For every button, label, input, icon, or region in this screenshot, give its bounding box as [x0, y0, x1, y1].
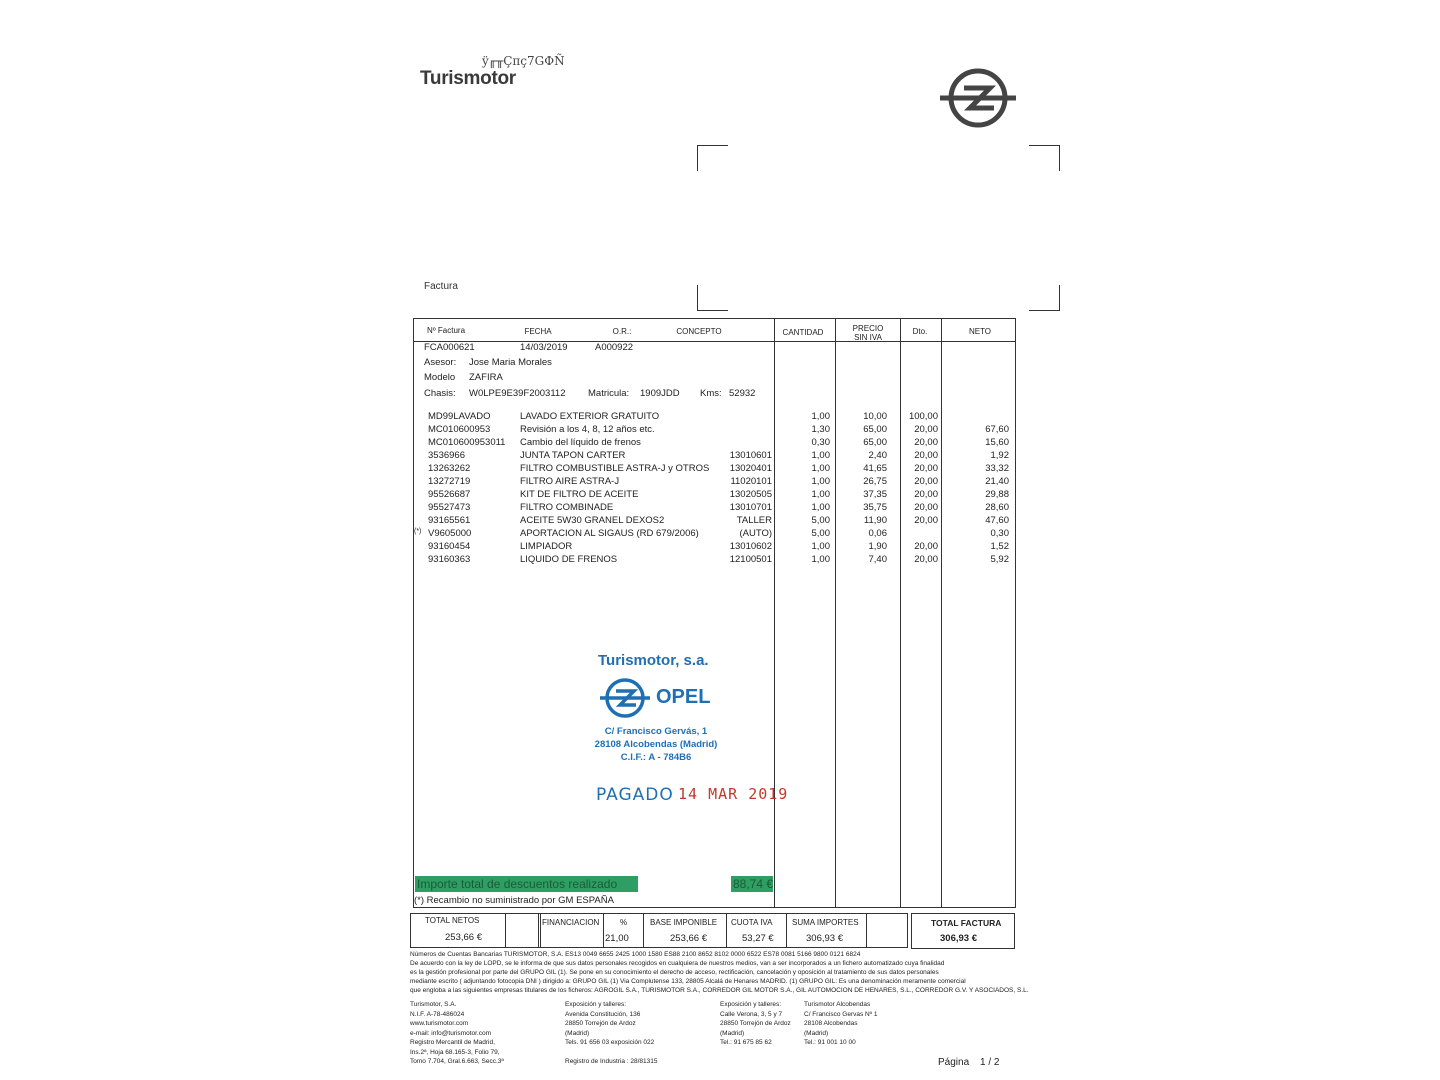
line-qty: 1,00	[811, 411, 830, 422]
line-item-row	[0, 411, 1440, 424]
header-cantidad: CANTIDAD	[782, 328, 824, 337]
line-neto: 1,92	[990, 450, 1009, 461]
kms-value: 52932	[729, 388, 756, 399]
footer-line	[565, 1048, 658, 1058]
address-corner-tr	[1029, 145, 1060, 171]
line-item-row	[0, 437, 1440, 450]
legal-line-5: que engloba a las siguientes empresas titulares de los ficheros: AGROGIL S.A., TURISMOTOR S.A., CORREDOR GIL MOTOR S.A., GIL AUTOMOCION DE HENARES, S.L., CORREDOR G.V. Y ASOCIADOS, S.L.	[410, 987, 1029, 994]
page-number: 1 / 2	[980, 1057, 1000, 1068]
line-code: V9605000	[428, 528, 472, 539]
line-price: 10,00	[863, 411, 887, 422]
page-label: Página	[938, 1057, 970, 1068]
cuota-value: 53,27 €	[742, 933, 774, 944]
modelo-value: ZAFIRA	[469, 372, 503, 383]
header-num-factura: Nº Factura	[426, 326, 466, 335]
line-code: 13263262	[428, 463, 471, 474]
line-item-row	[0, 554, 1440, 567]
kms-label: Kms:	[700, 388, 722, 399]
header-neto: NETO	[968, 327, 992, 336]
line-qty: 1,00	[811, 450, 830, 461]
line-price: 65,00	[863, 437, 887, 448]
suma-label: SUMA IMPORTES	[792, 918, 859, 927]
legal-line-2: De acuerdo con la ley de LOPD, se le informa de que sus datos personales recogidos en cualquiera de nuestros medios, van a ser incorporados a un fichero automatizado cuya finalidad	[410, 960, 945, 967]
line-desc: Revisión a los 4, 8, 12 años etc.	[520, 424, 655, 435]
line-qty: 5,00	[811, 515, 830, 526]
line-desc: LAVADO EXTERIOR GRATUITO	[520, 411, 660, 422]
pct-label: %	[620, 918, 628, 927]
line-desc: ACEITE 5W30 GRANEL DEXOS2	[520, 515, 665, 526]
line-price: 65,00	[863, 424, 887, 435]
line-code: 95527473	[428, 502, 471, 513]
line-desc: KIT DE FILTRO DE ACEITE	[520, 489, 639, 500]
legal-line-3: es la gestión profesional por parte del GRUPO GIL (1). Se pone en su conocimiento el derecho de acceso, rectificación, cancelación y oposición al tratamiento de sus datos personales	[410, 969, 939, 976]
line-code: 3536966	[428, 450, 465, 461]
line-neto: 47,60	[985, 515, 1009, 526]
footer-line: Registro de Industria : 28/81315	[565, 1058, 658, 1065]
base-value: 253,66 €	[670, 933, 707, 944]
footer-alcobendas	[804, 1000, 878, 1048]
footer-line: e-mail: info@turismotor.com	[410, 1029, 492, 1037]
line-desc: APORTACION AL SIGAUS (RD 679/2006)	[520, 528, 699, 539]
opel-logo-icon	[938, 66, 1018, 130]
stamp-company: Turismotor, s.a.	[598, 652, 709, 669]
matricula-label: Matricula:	[588, 388, 630, 399]
line-code: MD99LAVADO	[428, 411, 491, 422]
line-neto: 21,40	[985, 476, 1009, 487]
base-label: BASE IMPONIBLE	[650, 918, 718, 927]
line-qty: 1,00	[811, 554, 830, 565]
discount-value: 88,74 €	[733, 877, 774, 891]
paid-stamp: PAGADO	[596, 785, 674, 805]
line-desc: FILTRO COMBUSTIBLE ASTRA-J y OTROS	[520, 463, 710, 474]
stamp-cif: C.I.F.: A - 784B6	[620, 752, 692, 763]
line-price: 26,75	[863, 476, 887, 487]
line-dto: 20,00	[914, 437, 938, 448]
line-price: 37,35	[863, 489, 887, 500]
line-dto: 20,00	[914, 489, 938, 500]
footer-torrejon-2	[720, 1000, 791, 1048]
line-desc: JUNTA TAPON CARTER	[520, 450, 626, 461]
stamp-address-1: C/ Francisco Gervás, 1	[604, 726, 708, 737]
footer-line: Exposición y talleres:	[720, 1001, 782, 1008]
line-item-row	[0, 528, 1440, 541]
footnote: (*) Recambio no suministrado por GM ESPAÑA	[414, 895, 614, 906]
matricula-value: 1909JDD	[640, 388, 680, 399]
line-code: 95526687	[428, 489, 471, 500]
garbled-text: ÿ╓╥Çπç7GΦÑ	[482, 54, 565, 68]
suma-value: 306,93 €	[806, 933, 843, 944]
stamp-address-2: 28108 Alcobendas (Madrid)	[594, 739, 718, 750]
line-neto: 0,30	[990, 528, 1009, 539]
line-dto: 100,00	[908, 411, 938, 422]
cuota-label: CUOTA IVA	[731, 918, 773, 927]
line-neto: 15,60	[985, 437, 1009, 448]
header-precio: PRECIO SIN IVA	[852, 324, 884, 342]
line-ref: 13020401	[729, 463, 772, 474]
footer-torrejon-1	[565, 1000, 658, 1067]
line-price: 2,40	[868, 450, 887, 461]
footer-line: 28850 Torrejón de Ardoz	[565, 1020, 636, 1027]
footer-line: 28850 Torrejón de Ardoz	[720, 1020, 791, 1027]
footer-line: Turismotor, S.A.	[410, 1001, 457, 1008]
line-dto: 20,00	[914, 476, 938, 487]
footer-line: (Madrid)	[565, 1029, 590, 1037]
line-dto: 20,00	[914, 515, 938, 526]
line-desc: LIQUIDO DE FRENOS	[520, 554, 618, 565]
line-item-row	[0, 489, 1440, 502]
total-factura-label: TOTAL FACTURA	[931, 918, 1002, 928]
line-ref: 13010701	[729, 502, 772, 513]
asesor-value: Jose Maria Morales	[469, 357, 552, 368]
footer-line: Tel.: 91 675 85 62	[720, 1039, 772, 1046]
opel-stamp-logo-icon	[600, 676, 650, 720]
footer-line: Avenida Constitución, 136	[565, 1010, 641, 1018]
paid-date: 14 MAR 2019	[678, 785, 789, 803]
line-dto: 20,00	[914, 502, 938, 513]
line-item-row	[0, 541, 1440, 554]
chasis-label: Chasis:	[424, 388, 456, 399]
footer-line: www.turismotor.com	[410, 1020, 469, 1027]
legal-line-1: Números de Cuentas Bancarias TURISMOTOR, S.A. ES13 0049 6655 2425 1000 1580 ES88 2100 8652 8102 0000 6522 ES78 0081 5166 9800 0121 6824	[410, 951, 861, 958]
header-or: O.R.:	[612, 327, 632, 336]
line-price: 7,40	[868, 554, 887, 565]
line-desc: Cambio del líquido de frenos	[520, 437, 641, 448]
chasis-value: W0LPE9E39F2003112	[469, 388, 566, 399]
header-fecha: FECHA	[524, 327, 552, 336]
line-price: 41,65	[863, 463, 887, 474]
invoice-or: A000922	[595, 342, 634, 353]
asesor-label: Asesor:	[424, 357, 457, 368]
legal-line-4: mediante escrito ( adjuntando fotocopia DNI ) dirigido a: GRUPO GIL (1) Via Complutense 133, 28805 Alcalá de Henares MADRID. (1) GRUPO GIL: Es una denominación meramente comercial	[410, 978, 966, 985]
footer-line: Tomo 7.704, Gral.6.663, Secc.3ª	[410, 1058, 504, 1065]
line-qty: 1,00	[811, 489, 830, 500]
line-ref: TALLER	[736, 515, 772, 526]
line-neto: 29,88	[985, 489, 1009, 500]
line-item-row	[0, 476, 1440, 489]
line-neto: 67,60	[985, 424, 1009, 435]
stamp-brand: OPEL	[656, 686, 711, 708]
invoice-date: 14/03/2019	[520, 342, 568, 353]
line-qty: 1,30	[811, 424, 830, 435]
footer-line: (Madrid)	[720, 1029, 745, 1037]
total-netos-label: TOTAL NETOS	[425, 916, 480, 925]
line-neto: 33,32	[985, 463, 1009, 474]
line-code: 93165561	[428, 515, 471, 526]
line-ref: (AUTO)	[739, 528, 772, 539]
footer-line: C/ Francisco Gervas Nº 1	[804, 1010, 878, 1018]
total-factura-value: 306,93 €	[940, 933, 977, 944]
footer-line: (Madrid)	[804, 1029, 829, 1037]
line-dto: 20,00	[914, 450, 938, 461]
total-netos-value: 253,66 €	[445, 932, 482, 943]
header-dto: Dto.	[912, 327, 928, 336]
line-ref: 12100501	[729, 554, 772, 565]
footer-line: Tel.: 91 001 10 00	[804, 1039, 856, 1046]
line-item-row	[0, 515, 1440, 528]
document-label: Factura	[424, 281, 458, 292]
line-price: 11,90	[863, 515, 887, 526]
line-ref: 11020101	[730, 476, 772, 487]
line-qty: 1,00	[811, 476, 830, 487]
line-qty: 5,00	[811, 528, 830, 539]
address-corner-br	[1029, 285, 1060, 311]
line-code: 13272719	[428, 476, 471, 487]
line-dto: 20,00	[914, 424, 938, 435]
line-qty: 0,30	[811, 437, 830, 448]
address-corner-bl	[697, 285, 728, 311]
line-qty: 1,00	[811, 502, 830, 513]
header-concepto: CONCEPTO	[676, 327, 722, 336]
financiacion-label: FINANCIACION	[542, 918, 600, 927]
line-code: MC010600953	[428, 424, 491, 435]
line-mark: (*)	[414, 528, 422, 535]
line-dto: 20,00	[914, 463, 938, 474]
pct-value: 21,00	[605, 933, 629, 944]
line-code: 93160454	[428, 541, 471, 552]
line-neto: 28,60	[985, 502, 1009, 513]
line-item-row	[0, 424, 1440, 437]
line-neto: 1,52	[990, 541, 1009, 552]
line-item-row	[0, 450, 1440, 463]
line-ref: 13010601	[729, 450, 772, 461]
brand-name: Turismotor	[420, 68, 516, 89]
line-dto: 20,00	[914, 541, 938, 552]
footer-line: Tels. 91 656 03 exposición 022	[565, 1039, 655, 1046]
footer-line: N.I.F. A-78-486024	[410, 1010, 465, 1018]
footer-line: Calle Verona, 3, 5 y 7	[720, 1010, 783, 1018]
line-item-row	[0, 502, 1440, 515]
footer-line: 28108 Alcobendas	[804, 1020, 858, 1027]
footer-line: Turismotor Alcobendas	[804, 1001, 871, 1008]
line-dto: 20,00	[914, 554, 938, 565]
line-neto: 5,92	[990, 554, 1009, 565]
line-desc: FILTRO AIRE ASTRA-J	[520, 476, 620, 487]
line-desc: LIMPIADOR	[520, 541, 573, 552]
line-ref: 13010602	[729, 541, 772, 552]
modelo-label: Modelo	[424, 372, 456, 383]
footer-company-info	[410, 1000, 504, 1067]
footer-line: Registro Mercantil de Madrid,	[410, 1039, 495, 1046]
line-qty: 1,00	[811, 541, 830, 552]
footer-line: Ins.2ª, Hoja 68.165-3, Folio 79,	[410, 1048, 500, 1056]
line-code: MC010600953011	[428, 437, 506, 448]
footer-line: Exposición y talleres:	[565, 1001, 627, 1008]
invoice-number: FCA000621	[424, 342, 475, 353]
line-qty: 1,00	[811, 463, 830, 474]
line-item-row	[0, 463, 1440, 476]
line-ref: 13020505	[729, 489, 772, 500]
discount-label: Importe total de descuentos realizado	[417, 877, 618, 891]
line-price: 1,90	[868, 541, 887, 552]
line-price: 0,06	[868, 528, 887, 539]
line-code: 93160363	[428, 554, 471, 565]
line-desc: FILTRO COMBINADE	[520, 502, 614, 513]
line-price: 35,75	[863, 502, 887, 513]
address-corner-tl	[697, 145, 728, 171]
